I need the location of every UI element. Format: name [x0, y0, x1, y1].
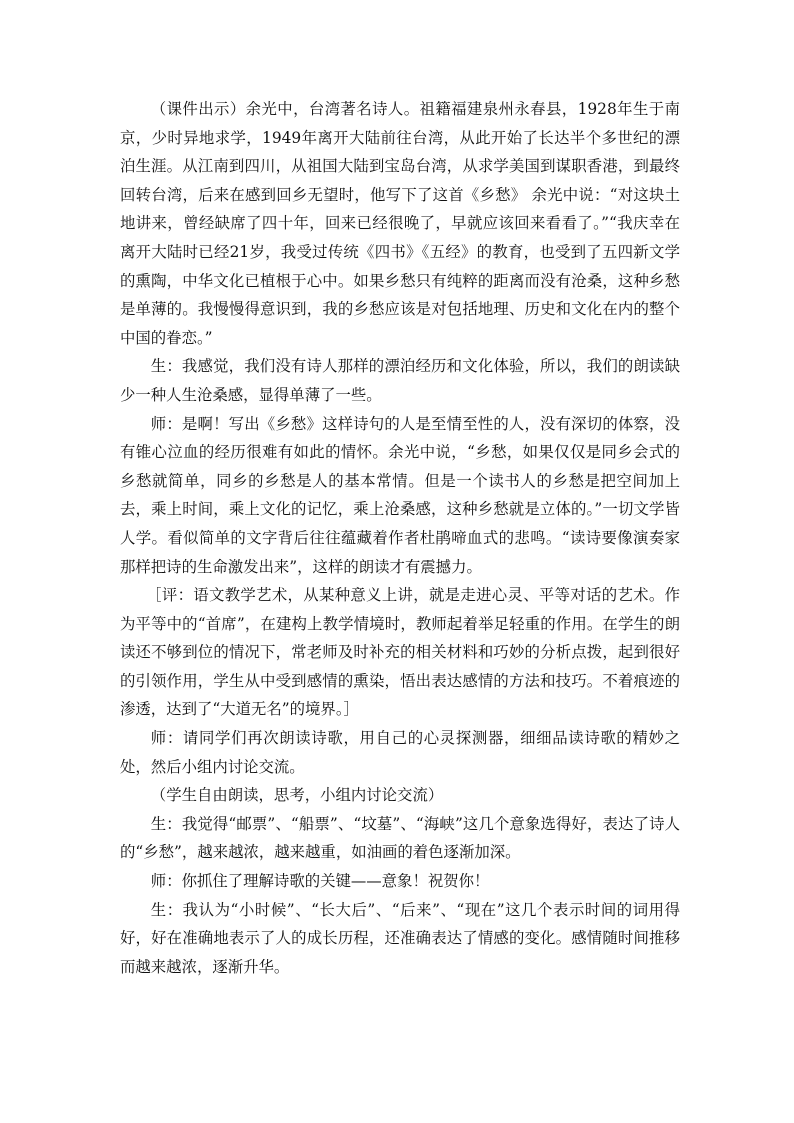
teacher-praise-paragraph: 师：你抓住了理解诗歌的关键——意象！祝贺你！	[150, 872, 490, 891]
student-reply-paragraph: 生：我感觉，我们没有诗人那样的漂泊经历和文化体验，所以，我们的朗读缺少一种人生沧桑感，显得单薄了一些。	[120, 357, 680, 404]
teacher-instruction-paragraph: 师：请同学们再次朗读诗歌，用自己的心灵探测器，细细品读诗歌的精妙之处，然后小组内讨论交流。	[120, 729, 680, 776]
intro-paragraph: （课件出示）余光中，台湾著名诗人。祖籍福建泉州永春县，1928年生于南京，少时异地求学，1949年离开大陆前往台湾，从此开始了长达半个多世纪的漂泊生涯。从江南到四川，从祖国大陆到宝岛台湾，从求学美国到谋职香港，到最终回转台湾，后来在感到回乡无望时，他写下了这首《乡愁》 余光中说：“对这块土地讲来，曾经缺席了四十年，回来已经很晚了，早就应该回来看看了。”“我庆幸在离开大陆时已经21岁，我受过传统《四书》《五经》的教育，也受到了五四新文学的熏陶，中华文化已植根于心中。如果乡愁只有纯粹的距离而没有沧桑，这种乡愁是单薄的。我慢慢得意识到，我的乡愁应该是对包括地理、历史和文化在内的整个中国的眷恋。”	[120, 100, 680, 347]
student-time-words-paragraph: 生：我认为“小时候”、“长大后”、“后来”、“现在”这几个表示时间的词用得好，好在准确地表示了人的成长历程，还准确表达了情感的变化。感情随时间推移而越来越浓，逐渐升华。	[120, 900, 680, 976]
teacher-reply-paragraph: 师：是啊！写出《乡愁》这样诗句的人是至情至性的人，没有深切的体察，没有锥心泣血的经历很难有如此的情怀。余光中说，“乡愁，如果仅仅是同乡会式的乡愁就简单，同乡的乡愁是人的基本常情。但是一个读书人的乡愁是把空间加上去，乘上时间，乘上文化的记忆，乘上沧桑感，这种乡愁就是立体的。”一切文学皆人学。看似简单的文字背后往往蕴藏着作者杜鹃啼血式的悲鸣。“读诗要像演奏家那样把诗的生命激发出来”，这样的朗读才有震撼力。	[120, 414, 680, 576]
commentary-paragraph: ［评：语文教学艺术，从某种意义上讲，就是走进心灵、平等对话的艺术。作为平等中的“首席”，在建构上教学情境时，教师起着举足轻重的作用。在学生的朗读还不够到位的情况下，常老师及时补充的相关材料和巧妙的分析点拨，起到很好的引领作用，学生从中受到感情的熏染，悟出表达感情的方法和技巧。不着痕迹的渗透，达到了“大道无名”的境界。］	[120, 586, 680, 719]
document-page	[120, 95, 680, 981]
stage-direction-paragraph: （学生自由朗读，思考，小组内讨论交流）	[150, 786, 444, 805]
student-imagery-paragraph: 生：我觉得“邮票”、“船票”、“坟墓”、“海峡”这几个意象选得好，表达了诗人的“乡愁”，越来越浓，越来越重，如油画的着色逐渐加深。	[120, 814, 680, 862]
